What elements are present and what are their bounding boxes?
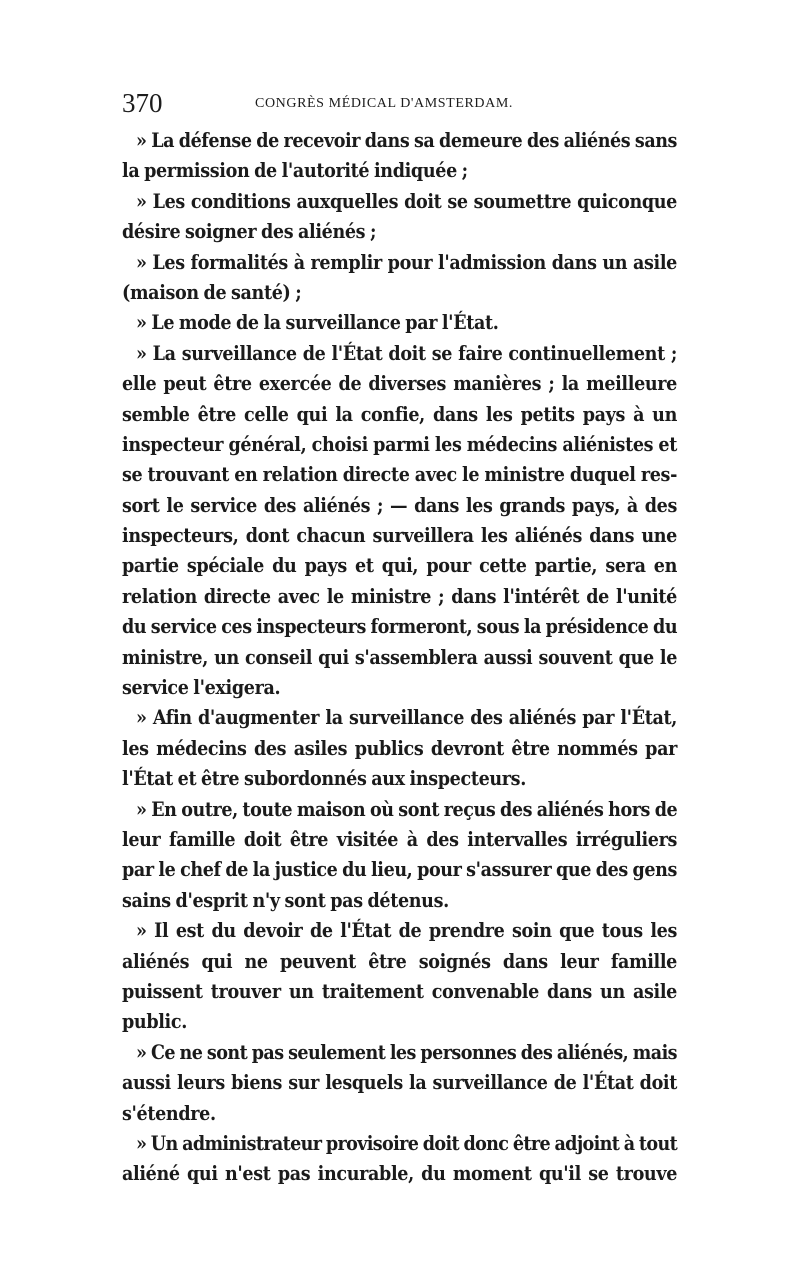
text-line: aussi leurs biens sur lesquels la surveillance de l'État doit <box>122 1071 677 1095</box>
text-line: l'État et être subordonnés aux inspecteurs. <box>122 767 526 791</box>
text-line: par le chef de la justice du lieu, pour s'assurer que des gens <box>122 858 677 882</box>
body-text <box>122 126 677 1190</box>
text-line: du service ces inspecteurs formeront, sous la présidence du <box>122 615 678 639</box>
text-line: » La défense de recevoir dans sa demeure des aliénés sans <box>136 129 677 152</box>
text-line: désire soigner des aliénés ; <box>122 220 377 244</box>
text-line: inspecteur général, choisi parmi les médecins aliénistes et <box>122 432 677 456</box>
text-line: leur famille doit être visitée à des intervalles irréguliers <box>122 827 677 851</box>
text-line: » En outre, toute maison où sont reçus des aliénés hors de <box>136 797 678 821</box>
text-line: service l'exigera. <box>122 676 281 700</box>
text-line: » Les conditions auxquelles doit se soumettre quiconque <box>136 189 677 213</box>
text-line: ministre, un conseil qui s'assemblera aussi souvent que le <box>122 645 677 669</box>
text-line: » Afin d'augmenter la surveillance des aliénés par l'État, <box>136 706 677 730</box>
text-line: semble être celle qui la confie, dans les petits pays à un <box>122 402 677 426</box>
text-line: relation directe avec le ministre ; dans l'intérêt de l'unité <box>122 584 677 608</box>
text-line: la permission de l'autorité indiquée ; <box>122 159 468 183</box>
text-line: s'étendre. <box>122 1101 216 1125</box>
text-line: aliéné qui n'est pas incurable, du moment qu'il se trouve <box>122 1162 677 1186</box>
text-line: (maison de santé) ; <box>122 280 302 304</box>
text-line: se trouvant en relation directe avec le ministre duquel res- <box>122 463 677 487</box>
page-header <box>122 88 677 118</box>
text-line: puissent trouver un traitement convenable dans un asile <box>122 979 677 1003</box>
text-line: » Un administrateur provisoire doit donc être adjoint à tout <box>136 1131 678 1155</box>
text-line: » Il est du devoir de l'État de prendre soin que tous les <box>136 919 677 943</box>
text-line: les médecins des asiles publics devront être nommés par <box>122 736 677 760</box>
text-line: » La surveillance de l'État doit se faire continuellement ; <box>136 341 677 365</box>
text-line: public. <box>122 1010 187 1034</box>
page-number: 370 <box>122 88 163 118</box>
text-line: sort le service des aliénés ; — dans les grands pays, à des <box>122 493 677 517</box>
text-line: sains d'esprit n'y sont pas détenus. <box>122 888 449 912</box>
text-line: aliénés qui ne peuvent être soignés dans leur famille <box>122 949 677 973</box>
text-line: » Ce ne sont pas seulement les personnes des aliénés, mais <box>136 1040 677 1064</box>
text-line: » Le mode de la surveillance par l'État. <box>136 311 499 335</box>
text-line: elle peut être exercée de diverses manières ; la meilleure <box>122 372 677 396</box>
text-line: » Les formalités à remplir pour l'admission dans un asile <box>136 250 677 274</box>
running-head: CONGRÈS MÉDICAL D'AMSTERDAM. <box>255 96 513 111</box>
text-line: inspecteurs, dont chacun surveillera les aliénés dans une <box>122 524 677 548</box>
text-line: partie spéciale du pays et qui, pour cette partie, sera en <box>122 554 677 578</box>
